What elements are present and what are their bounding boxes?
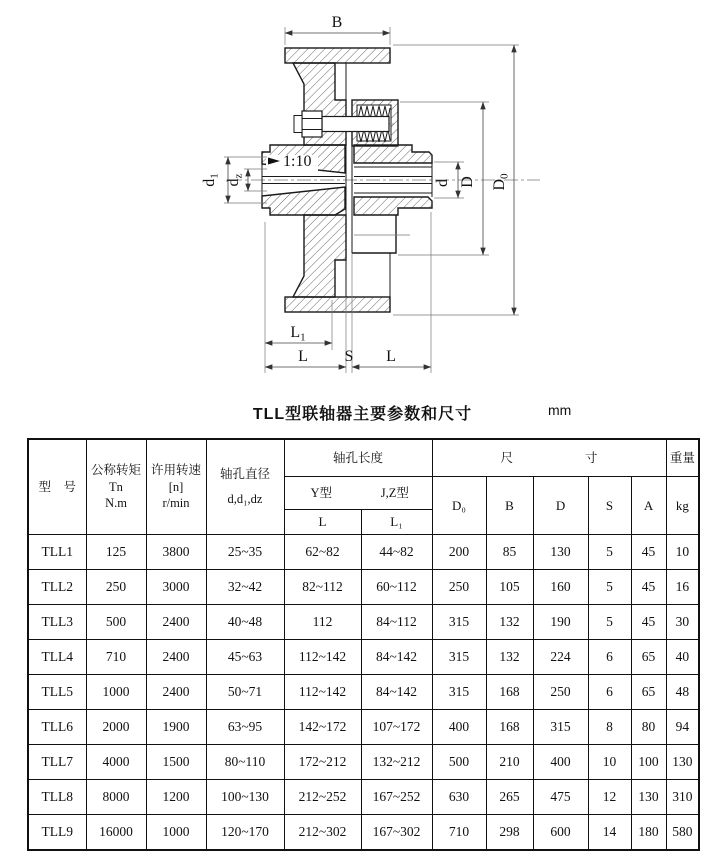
parameters-table (27, 438, 700, 851)
table-cell: 580 (666, 815, 699, 851)
table-cell: 14 (588, 815, 631, 851)
table-cell: 8000 (86, 780, 146, 815)
table-cell: 212~302 (284, 815, 361, 851)
table-body (28, 535, 699, 851)
table-cell: 8 (588, 710, 631, 745)
header-kg: kg (666, 477, 699, 535)
table-cell: 45 (631, 605, 666, 640)
table-cell: 190 (533, 605, 588, 640)
header-bore-diameter (206, 439, 284, 535)
table-cell: TLL7 (28, 745, 86, 780)
table-cell: 1900 (146, 710, 206, 745)
table-cell: 2000 (86, 710, 146, 745)
dim-label-d: d (434, 179, 451, 187)
table-cell: 12 (588, 780, 631, 815)
header-speed-name: 许用转速 (150, 462, 201, 477)
table-cell: 212~252 (284, 780, 361, 815)
table-cell: 65 (631, 640, 666, 675)
table-cell: 25~35 (206, 535, 284, 570)
table-cell: 600 (533, 815, 588, 851)
table-cell: 132~212 (361, 745, 432, 780)
table-cell: 1500 (146, 745, 206, 780)
table-cell: 16000 (86, 815, 146, 851)
table-cell: 84~142 (361, 675, 432, 710)
table-cell: 168 (486, 675, 533, 710)
table-cell: 16 (666, 570, 699, 605)
table-cell: 32~42 (206, 570, 284, 605)
table-cell: 60~112 (361, 570, 432, 605)
table-cell: 142~172 (284, 710, 361, 745)
header-bore-diameter-symbol: d,d₁,dz (227, 492, 263, 506)
table-cell: 3800 (146, 535, 206, 570)
table-row (28, 640, 699, 675)
table-cell: 82~112 (284, 570, 361, 605)
table-cell: 112~142 (284, 640, 361, 675)
table-cell: TLL2 (28, 570, 86, 605)
table-cell: 125 (86, 535, 146, 570)
table-cell: 48 (666, 675, 699, 710)
table-cell: 5 (588, 605, 631, 640)
table-cell: 112 (284, 605, 361, 640)
header-speed-unit: r/min (162, 496, 190, 511)
table-cell: 45~63 (206, 640, 284, 675)
table-cell: 1000 (86, 675, 146, 710)
table-row (28, 815, 699, 851)
table-cell: 172~212 (284, 745, 361, 780)
dim-label-b: B (331, 14, 343, 31)
table-row (28, 570, 699, 605)
table-cell: 120~170 (206, 815, 284, 851)
header-L: L (284, 510, 361, 535)
table-row (28, 535, 699, 570)
table-cell: 130 (666, 745, 699, 780)
table-cell: 315 (533, 710, 588, 745)
header-dimensions-left-char: 尺 (500, 450, 514, 465)
header-dimensions (432, 439, 666, 477)
header-dimensions-right-char: 寸 (585, 450, 598, 465)
table-cell: 710 (432, 815, 486, 851)
table-cell: 5 (588, 570, 631, 605)
table-cell: 80~110 (206, 745, 284, 780)
table-cell: 105 (486, 570, 533, 605)
table-cell: 112~142 (284, 675, 361, 710)
table-cell: 2400 (146, 675, 206, 710)
header-model: 型 号 (28, 439, 86, 535)
table-cell: 130 (533, 535, 588, 570)
table-cell: 80 (631, 710, 666, 745)
table-cell: 107~172 (361, 710, 432, 745)
table-cell: 10 (588, 745, 631, 780)
table-cell: 180 (631, 815, 666, 851)
table-cell: 10 (666, 535, 699, 570)
table-cell: 84~142 (361, 640, 432, 675)
table-cell: 65 (631, 675, 666, 710)
table-cell: 40 (666, 640, 699, 675)
table-cell: 85 (486, 535, 533, 570)
header-bore-diameter-name: 轴孔直径 (219, 467, 270, 482)
table-cell: 45 (631, 535, 666, 570)
table-cell: 310 (666, 780, 699, 815)
right-coupling-half (352, 145, 432, 297)
table-cell: 210 (486, 745, 533, 780)
dim-label-l1: $L_1$ (290, 324, 306, 344)
table-cell: 100 (631, 745, 666, 780)
table-cell: 315 (432, 675, 486, 710)
header-torque-symbol: Tn (109, 479, 123, 494)
table-cell: 2400 (146, 640, 206, 675)
table-row (28, 780, 699, 815)
table-cell: 1000 (146, 815, 206, 851)
header-torque-name: 公称转矩 (90, 462, 141, 477)
table-cell: 6 (588, 640, 631, 675)
table-cell: 250 (533, 675, 588, 710)
table-title-row (0, 401, 725, 423)
table-cell: 250 (432, 570, 486, 605)
dim-label-l-right: L (386, 348, 396, 365)
table-cell: 84~112 (361, 605, 432, 640)
header-b: B (486, 477, 533, 535)
table-cell: 4000 (86, 745, 146, 780)
table-cell: 6 (588, 675, 631, 710)
header-s: S (588, 477, 631, 535)
header-speed (146, 439, 206, 535)
header-d0: D₀ (432, 477, 486, 535)
table-row (28, 745, 699, 780)
unit-label: mm (548, 402, 572, 418)
header-torque (86, 439, 146, 535)
table-cell: 224 (533, 640, 588, 675)
table-cell: 5 (588, 535, 631, 570)
header-y-type: Y型 (310, 485, 333, 500)
table-header (28, 439, 699, 535)
header-speed-symbol: [n] (168, 479, 184, 494)
dim-label-D: D (459, 176, 476, 188)
table-title: TLL型联轴器主要参数和尺寸 (252, 406, 473, 423)
dim-label-d0: $D_0$ (491, 173, 511, 191)
table-cell: 30 (666, 605, 699, 640)
table-cell: TLL5 (28, 675, 86, 710)
table-cell: TLL6 (28, 710, 86, 745)
table-cell: 500 (432, 745, 486, 780)
table-cell: 400 (432, 710, 486, 745)
dim-label-s: S (344, 348, 354, 365)
table-cell: 475 (533, 780, 588, 815)
table-cell: 63~95 (206, 710, 284, 745)
header-d: D (533, 477, 588, 535)
table-cell: 100~130 (206, 780, 284, 815)
header-bore-length: 轴孔长度 (284, 439, 432, 477)
table-cell: 132 (486, 640, 533, 675)
header-weight: 重量 (666, 439, 699, 477)
table-cell: 40~48 (206, 605, 284, 640)
header-jz-type: J,Z型 (380, 485, 409, 500)
table-cell: 298 (486, 815, 533, 851)
table-cell: 710 (86, 640, 146, 675)
table-cell: 160 (533, 570, 588, 605)
table-cell: 44~82 (361, 535, 432, 570)
table-cell: TLL8 (28, 780, 86, 815)
table-cell: TLL3 (28, 605, 86, 640)
table-cell: 315 (432, 640, 486, 675)
table-cell: 50~71 (206, 675, 284, 710)
table-cell: TLL4 (28, 640, 86, 675)
table-row (28, 675, 699, 710)
dim-label-d1: $d_1$ (201, 173, 221, 187)
table-cell: 630 (432, 780, 486, 815)
header-bore-types (284, 477, 432, 510)
table-cell: TLL1 (28, 535, 86, 570)
table-cell: 400 (533, 745, 588, 780)
table-cell: 500 (86, 605, 146, 640)
dim-label-dz: $d_z$ (225, 173, 245, 187)
table-cell: 45 (631, 570, 666, 605)
table-row (28, 710, 699, 745)
table-cell: 250 (86, 570, 146, 605)
table-cell: TLL9 (28, 815, 86, 851)
table-cell: 167~302 (361, 815, 432, 851)
table-cell: 2400 (146, 605, 206, 640)
table-cell: 132 (486, 605, 533, 640)
dim-label-taper: 1:10 (283, 153, 312, 170)
table-cell: 200 (432, 535, 486, 570)
table-cell: 3000 (146, 570, 206, 605)
table-cell: 1200 (146, 780, 206, 815)
table-cell: 315 (432, 605, 486, 640)
dim-label-l-left: L (298, 348, 308, 365)
table-cell: 130 (631, 780, 666, 815)
header-L1: L₁ (361, 510, 432, 535)
table-cell: 62~82 (284, 535, 361, 570)
nut (302, 111, 322, 137)
coupling-section-drawing (0, 0, 725, 398)
header-torque-unit: N.m (105, 496, 127, 511)
table-cell: 265 (486, 780, 533, 815)
table-cell: 94 (666, 710, 699, 745)
table-cell: 168 (486, 710, 533, 745)
table-row (28, 605, 699, 640)
header-a: A (631, 477, 666, 535)
table-cell: 167~252 (361, 780, 432, 815)
